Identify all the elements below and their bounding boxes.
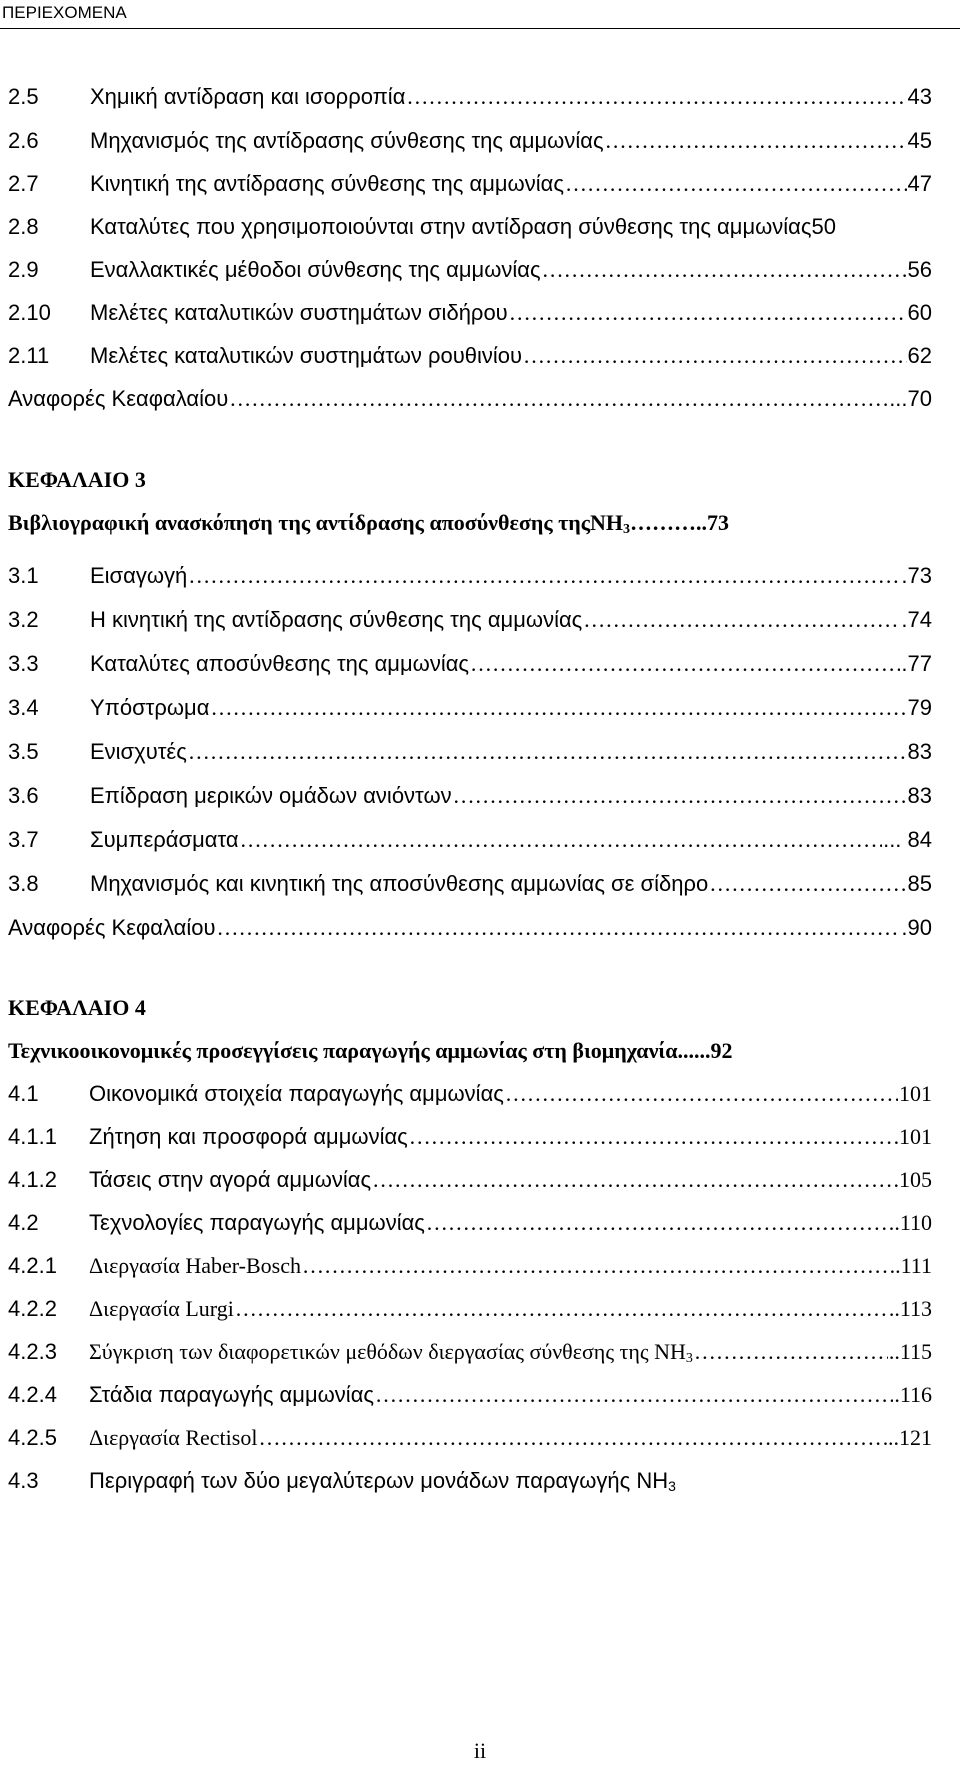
dot-leader — [694, 1339, 888, 1365]
entry-title: Ενισχυτές — [90, 739, 187, 764]
entry-title: Αναφορές Κεαφαλαίου — [8, 386, 229, 411]
entry-page: .116 — [894, 1382, 932, 1407]
toc-entry[interactable] — [8, 84, 932, 116]
toc-entry[interactable] — [8, 607, 932, 639]
dot-leader — [188, 563, 900, 589]
entry-number: 4.2.1 — [8, 1253, 57, 1278]
chapter-title-formula: NH — [590, 510, 624, 535]
toc-entry[interactable] — [8, 1081, 932, 1113]
entry-page: 60 — [907, 300, 932, 325]
entry-number: 4.2 — [8, 1210, 39, 1235]
toc-entry[interactable] — [8, 563, 932, 595]
entry-page: 101 — [899, 1124, 932, 1149]
entry-number: 4.1.2 — [8, 1167, 57, 1192]
toc-entry[interactable] — [8, 1468, 932, 1500]
entry-number: 2.6 — [8, 128, 39, 153]
toc-entry[interactable] — [8, 343, 932, 375]
dot-leader — [229, 386, 888, 412]
dot-leader — [240, 827, 882, 853]
entry-page: ..121 — [888, 1425, 932, 1450]
toc-entry[interactable] — [8, 1210, 932, 1242]
chapter-3-label: ΚΕΦΑΛΑΙΟ 3 — [8, 467, 146, 492]
entry-number: 3.7 — [8, 827, 39, 852]
dot-leader — [406, 84, 906, 110]
entry-number: 3.5 — [8, 739, 39, 764]
toc-entry[interactable] — [8, 871, 932, 903]
entry-number: 4.2.5 — [8, 1425, 57, 1450]
chapter-title-text: Βιβλιογραφική ανασκόπηση της αντίδρασης αποσύνθεσης της — [8, 510, 591, 535]
entry-title: Αναφορές Κεφαλαίου — [8, 915, 216, 940]
toc-entry[interactable] — [8, 257, 932, 289]
toc-entry[interactable] — [8, 827, 932, 859]
toc-entry[interactable] — [8, 1382, 932, 1414]
entry-page: 50 — [811, 214, 836, 239]
dot-leader — [235, 1296, 888, 1322]
entry-number: 3.4 — [8, 695, 39, 720]
entry-number: 3.6 — [8, 783, 39, 808]
dot-leader — [409, 1124, 898, 1150]
entry-title-text: Σύγκριση των διαφορετικών μεθόδων διεργασίας σύνθεσης της NH — [89, 1339, 686, 1364]
entry-page: 83 — [907, 739, 932, 764]
toc-entry[interactable] — [8, 1296, 932, 1328]
toc-entry[interactable] — [8, 214, 932, 246]
dot-leader — [509, 300, 907, 326]
entry-title: Διεργασία Rectisol — [89, 1425, 258, 1450]
entry-title: Διεργασία Lurgi — [89, 1296, 234, 1321]
entry-title: Η κινητική της αντίδρασης σύνθεσης της αμμωνίας — [90, 607, 583, 632]
page-number: ii — [473, 1738, 487, 1763]
formula-subscript: 3 — [623, 522, 631, 537]
entry-title: Εισαγωγή — [90, 563, 188, 588]
entry-number: 4.1.1 — [8, 1124, 57, 1149]
dot-leader — [302, 1253, 889, 1279]
dot-leader — [470, 651, 900, 677]
entry-number: 2.11 — [8, 343, 50, 368]
entry-title — [89, 1468, 676, 1494]
entry-page: ... 84 — [883, 827, 932, 852]
toc-references-entry[interactable] — [8, 915, 932, 947]
entry-title: Τάσεις στην αγορά αμμωνίας — [89, 1167, 372, 1192]
entry-title: Καταλύτες που χρησιμοποιούνται στην αντίδραση σύνθεσης της αμμωνίας — [90, 214, 812, 239]
entry-title: Οικονομικά στοιχεία παραγωγής αμμωνίας — [89, 1081, 504, 1106]
entry-page: 56 — [907, 257, 932, 282]
entry-number: 2.10 — [8, 300, 51, 325]
entry-number: 2.5 — [8, 84, 39, 109]
entry-page: ………..73 — [630, 510, 730, 535]
toc-references-entry[interactable] — [8, 386, 932, 418]
formula-subscript: 3 — [685, 1351, 693, 1366]
toc-entry[interactable] — [8, 300, 932, 332]
entry-title: Εναλλακτικές μέθοδοι σύνθεσης της αμμωνίας — [90, 257, 541, 282]
entry-number: 4.2.4 — [8, 1382, 57, 1407]
dot-leader — [453, 783, 907, 809]
entry-page: .110 — [894, 1210, 932, 1235]
dot-leader — [217, 915, 901, 941]
entry-page: ..113 — [888, 1296, 932, 1321]
entry-page: .105 — [893, 1167, 932, 1192]
entry-title: Μελέτες καταλυτικών συστημάτων σιδήρου — [90, 300, 508, 325]
entry-title: Επίδραση μερικών ομάδων ανιόντων — [90, 783, 452, 808]
entry-page: ...70 — [889, 386, 932, 411]
dot-leader — [505, 1081, 898, 1107]
entry-title: Χημική αντίδραση και ισορροπία — [90, 84, 406, 109]
dot-leader — [523, 343, 906, 369]
entry-title: Ζήτηση και προσφορά αμμωνίας — [89, 1124, 408, 1149]
entry-title: Συμπεράσματα — [90, 827, 239, 852]
entry-title: Καταλύτες αποσύνθεσης της αμμωνίας — [90, 651, 470, 676]
chapter-title: Τεχνικοοικονομικές προσεγγίσεις παραγωγής αμμωνίας στη βιομηχανία — [8, 1038, 678, 1063]
toc-entry[interactable] — [8, 1253, 932, 1285]
entry-number: 2.8 — [8, 214, 39, 239]
entry-title-text: Περιγραφή των δύο μεγαλύτερων μονάδων παραγωγής NH — [89, 1468, 669, 1493]
entry-page: 79 — [907, 695, 932, 720]
entry-page: 101 — [899, 1081, 932, 1106]
entry-title: Μελέτες καταλυτικών συστημάτων ρουθινίου — [90, 343, 523, 368]
toc-entry[interactable] — [8, 1339, 932, 1371]
entry-title: Τεχνολογίες παραγωγής αμμωνίας — [89, 1210, 425, 1235]
entry-page: .74 — [901, 607, 932, 632]
entry-title: Στάδια παραγωγής αμμωνίας — [89, 1382, 375, 1407]
entry-page: 45 — [907, 128, 932, 153]
dot-leader — [583, 607, 900, 633]
toc-entry[interactable] — [8, 1124, 932, 1156]
entry-page: 85 — [907, 871, 932, 896]
entry-page: 47 — [907, 171, 932, 196]
formula-subscript: 3 — [668, 1478, 676, 1494]
dot-leader — [210, 695, 906, 721]
entry-title: Διεργασία Haber-Bosch — [89, 1253, 301, 1278]
entry-page: 83 — [907, 783, 932, 808]
toc-entry[interactable] — [8, 739, 932, 771]
entry-number: 4.2.3 — [8, 1339, 57, 1364]
running-header — [0, 0, 960, 29]
entry-number: 3.3 — [8, 651, 39, 676]
entry-number: 3.1 — [8, 563, 39, 588]
entry-number: 4.2.2 — [8, 1296, 57, 1321]
dot-leader — [426, 1210, 893, 1236]
toc-entry[interactable] — [8, 128, 932, 160]
dot-leader — [188, 739, 907, 765]
entry-number: 2.9 — [8, 257, 39, 282]
entry-title — [89, 1339, 693, 1365]
entry-page: .73 — [901, 563, 932, 588]
entry-page: 62 — [907, 343, 932, 368]
entry-title: Μηχανισμός και κινητική της αποσύνθεσης αμμωνίας σε σίδηρο — [90, 871, 709, 896]
entry-number: 4.3 — [8, 1468, 39, 1493]
dot-leader — [709, 871, 906, 897]
dot-leader — [605, 128, 907, 154]
toc-entry[interactable] — [8, 651, 932, 683]
chapter-4-label: ΚΕΦΑΛΑΙΟ 4 — [8, 995, 146, 1020]
toc-entry[interactable] — [8, 1167, 932, 1199]
entry-title: Κινητική της αντίδρασης σύνθεσης της αμμωνίας — [90, 171, 564, 196]
chapter-4-title-entry[interactable] — [8, 1038, 932, 1070]
entry-title: Μηχανισμός της αντίδρασης σύνθεσης της αμμωνίας — [90, 128, 604, 153]
dot-leader — [258, 1425, 887, 1451]
toc-entry[interactable] — [8, 783, 932, 815]
header-title: ΠΕΡΙΕΧΟΜΕΝΑ — [2, 3, 127, 22]
entry-page: ..115 — [888, 1339, 932, 1364]
entry-page: 43 — [907, 84, 932, 109]
entry-page: .77 — [901, 651, 932, 676]
entry-number: 3.2 — [8, 607, 39, 632]
toc-entry[interactable] — [8, 1425, 932, 1457]
entry-page: ......92 — [677, 1038, 733, 1063]
entry-page: ..111 — [889, 1253, 932, 1278]
entry-page: .90 — [901, 915, 932, 940]
entry-number: 3.8 — [8, 871, 39, 896]
toc-entry[interactable] — [8, 695, 932, 727]
entry-title: Υπόστρωμα — [90, 695, 210, 720]
dot-leader — [542, 257, 907, 283]
dot-leader — [372, 1167, 892, 1193]
dot-leader — [565, 171, 907, 197]
chapter-title — [8, 510, 630, 536]
chapter-3-title-entry[interactable] — [8, 510, 932, 542]
entry-number: 4.1 — [8, 1081, 39, 1106]
entry-number: 2.7 — [8, 171, 39, 196]
toc-entry[interactable] — [8, 171, 932, 203]
dot-leader — [375, 1382, 893, 1408]
